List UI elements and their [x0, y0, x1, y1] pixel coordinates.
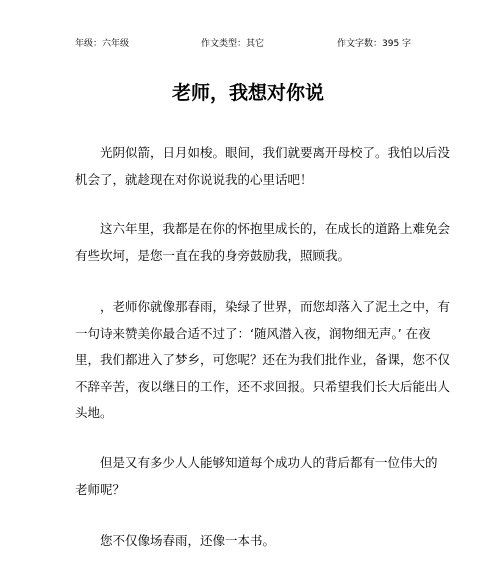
essay-title: 老师，我想对你说	[171, 81, 324, 104]
grade-label: 年级：六年级	[75, 39, 130, 49]
paragraph	[75, 294, 451, 427]
paragraph	[75, 216, 451, 269]
paragraph	[75, 140, 451, 193]
essay-meta-row	[0, 37, 496, 51]
paragraph-line: 您不仅像场春雨，还像一本书。	[100, 533, 276, 548]
word-count-label: 作文字数：395 字	[337, 39, 412, 49]
paragraph-line: 头地。	[75, 405, 113, 420]
paragraph-line: 老师呢？	[75, 481, 126, 497]
paragraph-line: 里，我们都进入了梦乡，可您呢？还在为我们批作业，备课，您不仅	[75, 352, 451, 367]
paragraph	[75, 450, 438, 503]
paragraph-line: 光阴似箭，日月如梭。眼间，我们就要离开母校了。我怕以后没	[100, 145, 451, 160]
paragraph-line: 一句诗来赞美你最合适不过了：‘随风潜入夜，润物细无声。’ 在夜	[75, 325, 431, 341]
paragraph	[75, 528, 425, 555]
paragraph-line: 但是又有多少人人能够知道每个成功人的背后都有一位伟大的	[100, 455, 438, 470]
paragraph-line: ，老师你就像那春雨，染绿了世界，而您却落入了泥土之中，有	[100, 299, 451, 314]
paragraph-line: 有些坎坷，是您一直在我的身旁鼓励我，照顾我。	[75, 247, 351, 263]
essay-type-label: 作文类型：其它	[201, 39, 265, 49]
paragraph-line: 机会了，就趁现在对你说说我的心里话吧！	[75, 171, 313, 187]
paragraph-line: 不辞辛苦，夜以继日的工作，还不求回报。只希望我们长大后能出人	[75, 378, 451, 394]
paragraph-line: 这六年里，我都是在你的怀抱里成长的，在成长的道路上难免会	[100, 221, 451, 236]
